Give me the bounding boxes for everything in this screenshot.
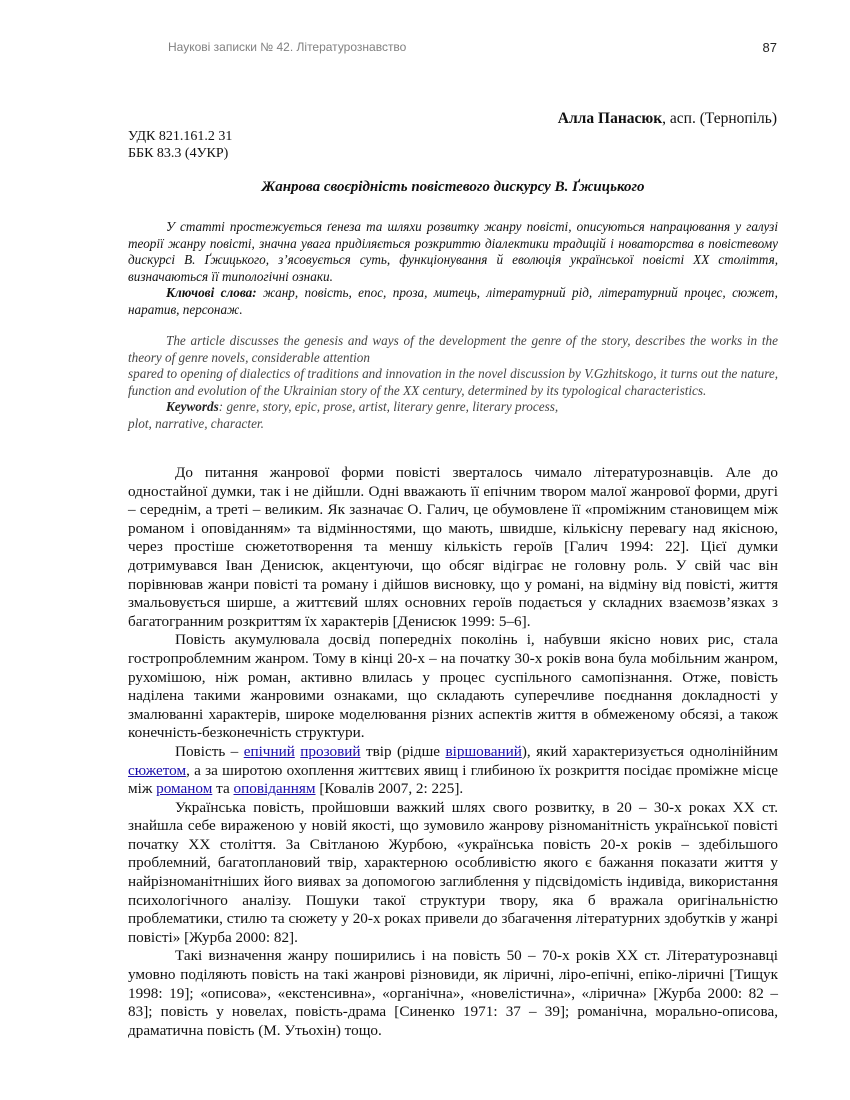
paragraph-4: Українська повість, пройшовши важкий шлях свого розвитку, в 20 – 30-х роках ХХ ст. знайшла себе вираженою у новій якості, що зумовило жанрову різноманітність української повісті початку ХХ століття. За Світланою Журбою, «українська повість 20-х років – здебільшого проблемний, багатоплановий твір, характерною особливістю якого є бажання показати життя у найрізноманітніших його виявах за допомогою заглиблення у підсвідомість індивіда, використання психологічного аналізу. Пошуки такої структури твору, яка б вражала оригінальністю проблематики, стилю та сюжету у 20-х роках привели до збагачення літературних здобутків у жанрі повісті» [Журба 2000: 82]. [128, 798, 778, 946]
p3-text-4: ), який характеризується однолінійним [521, 742, 778, 760]
link-prozovyi[interactable]: прозовий [300, 742, 361, 760]
journal-title: Наукові записки № 42. Літературознавство [168, 40, 407, 54]
link-epichnyi[interactable]: епічний [243, 742, 295, 760]
keywords-en-label: Keywords [166, 399, 219, 415]
author-affiliation: , асп. (Тернопіль) [662, 110, 777, 127]
abstract-english [128, 333, 778, 433]
paragraph-5: Такі визначення жанру поширились і на повість 50 – 70-х років ХХ ст. Літературознавці умовно поділяють повість на такі жанрові різновиди, як ліричні, ліро-епічні, епіко-ліричні [Тищук 1998: 19]; «описова», «екстенсивна», «органічна», «новелістична», «лірична» [Журба 2000: 82 – 83]; повість у новелах, повість-драма [Синенко 1971: 37 – 39]; романічна, морально-описова, драматична повість (М. Утьохін) тощо. [128, 947, 778, 1039]
keywords-uk-label: Ключові слова: [166, 285, 257, 301]
link-virshovanyi[interactable]: віршований [445, 742, 522, 760]
bbk-code: ББК 83.3 (4УКР) [128, 146, 229, 161]
abstract-uk-text: У статті простежується ґенеза та шляхи розвитку жанру повісті, описуються напрацювання у галузі теорії жанру повісті, значна увага приділяється розкриттю діалектики традицій і новаторства в повістевому дискурсі В. Ґжицького, з’ясовується суть, функціонування й еволюція української повісті ХХ століття, визначаються її типологічні ознаки. [128, 219, 778, 284]
abstract-en-line2: spared to opening of dialectics of traditions and innovation in the novel discussion by V.Gzhitskogo, it turns out the nature, function and evolution of the Ukrainian story of the XX century, determined by its typological characteristics. [128, 366, 778, 398]
article-title: Жанрова своєрідність повістевого дискурсу В. Ґжицького [261, 179, 645, 195]
link-siuzhet[interactable]: сюжетом [128, 761, 187, 779]
keywords-en-cont: plot, narrative, character. [128, 415, 264, 431]
p3-text-3: твір (рідше [360, 742, 446, 760]
author-name: Алла Панасюк [557, 110, 663, 127]
keywords-uk-list: жанр, повість, епос, проза, митець, літературний рід, літературний процес, сюжет, наратив, персонаж. [128, 285, 778, 317]
keywords-uk [128, 285, 778, 318]
link-opovidannia[interactable]: оповіданням [233, 780, 316, 798]
paragraph-3 [128, 743, 778, 799]
p3-text-1: Повість – [175, 742, 244, 760]
article-body [128, 464, 778, 1040]
classification-codes [128, 128, 232, 162]
paragraph-2: Повість акумулювала досвід попередніх поколінь і, набувши якісно нових рис, стала гостропроблемним жанром. Тому в кінці 20-х – на початку 30-х років вона була мобільним жанром, рухомішою, ніж роман, активно влилась у процес суспільного самопізнання. Отже, повість наділена такими жанровими ознаками, що складають суперечливе поєднання докладності у змалюванні характерів, широке моделювання різних аспектів життя в обмеженому обсязі, а також конечність-безконечність структури. [128, 631, 778, 742]
link-roman[interactable]: романом [156, 780, 213, 798]
keywords-en-list-a: : genre, story, epic, prose, artist, literary genre, literary process, [218, 399, 559, 415]
author-line [558, 110, 777, 128]
page-number: 87 [762, 40, 777, 55]
paragraph-1: До питання жанрової форми повісті зверталось чимало літературознавців. Але до одностайної думки, так і не дійшли. Одні вважають її епічним твором малої жанрової форми, другі – середнім, а треті – великим. Як зазначає О. Галич, це обумовлене її «проміжним становищем між романом і оповіданням» та відмінностями, що мають, швидше, кількісну перевагу над якісною, через простіше сюжетотворення та меншу кількість героїв [Галич 1994: 22]. Цієї думки дотримувався Іван Денисюк, акцентуючи, що обсяг відіграє не головну роль. У свій час він порівнював жанри повісті та роману і дійшов висновку, що у романі, на відміну від повісті, життя змальовується ширше, а життєвий шлях основних героїв подається у складних взаємозв’язках з багатогранним розкриттям їх характерів [Денисюк 1999: 5–6]. [128, 464, 778, 630]
p3-text-7: [Ковалів 2007, 2: 225]. [315, 780, 464, 798]
p3-text-5: , а за широтою охоплення життєвих явищ і глибиною їх розкриття посідає проміжне місце між [128, 761, 778, 798]
abstract-ukrainian [128, 219, 778, 319]
abstract-en-line1: The article discusses the genesis and ways of the development the genre of the story, describes the works in the theory of genre novels, considerable attention [128, 333, 778, 365]
udk-code: УДК 821.161.2 31 [128, 129, 233, 144]
p3-text-6: та [212, 780, 234, 798]
running-header [168, 40, 777, 54]
keywords-en [128, 399, 778, 416]
